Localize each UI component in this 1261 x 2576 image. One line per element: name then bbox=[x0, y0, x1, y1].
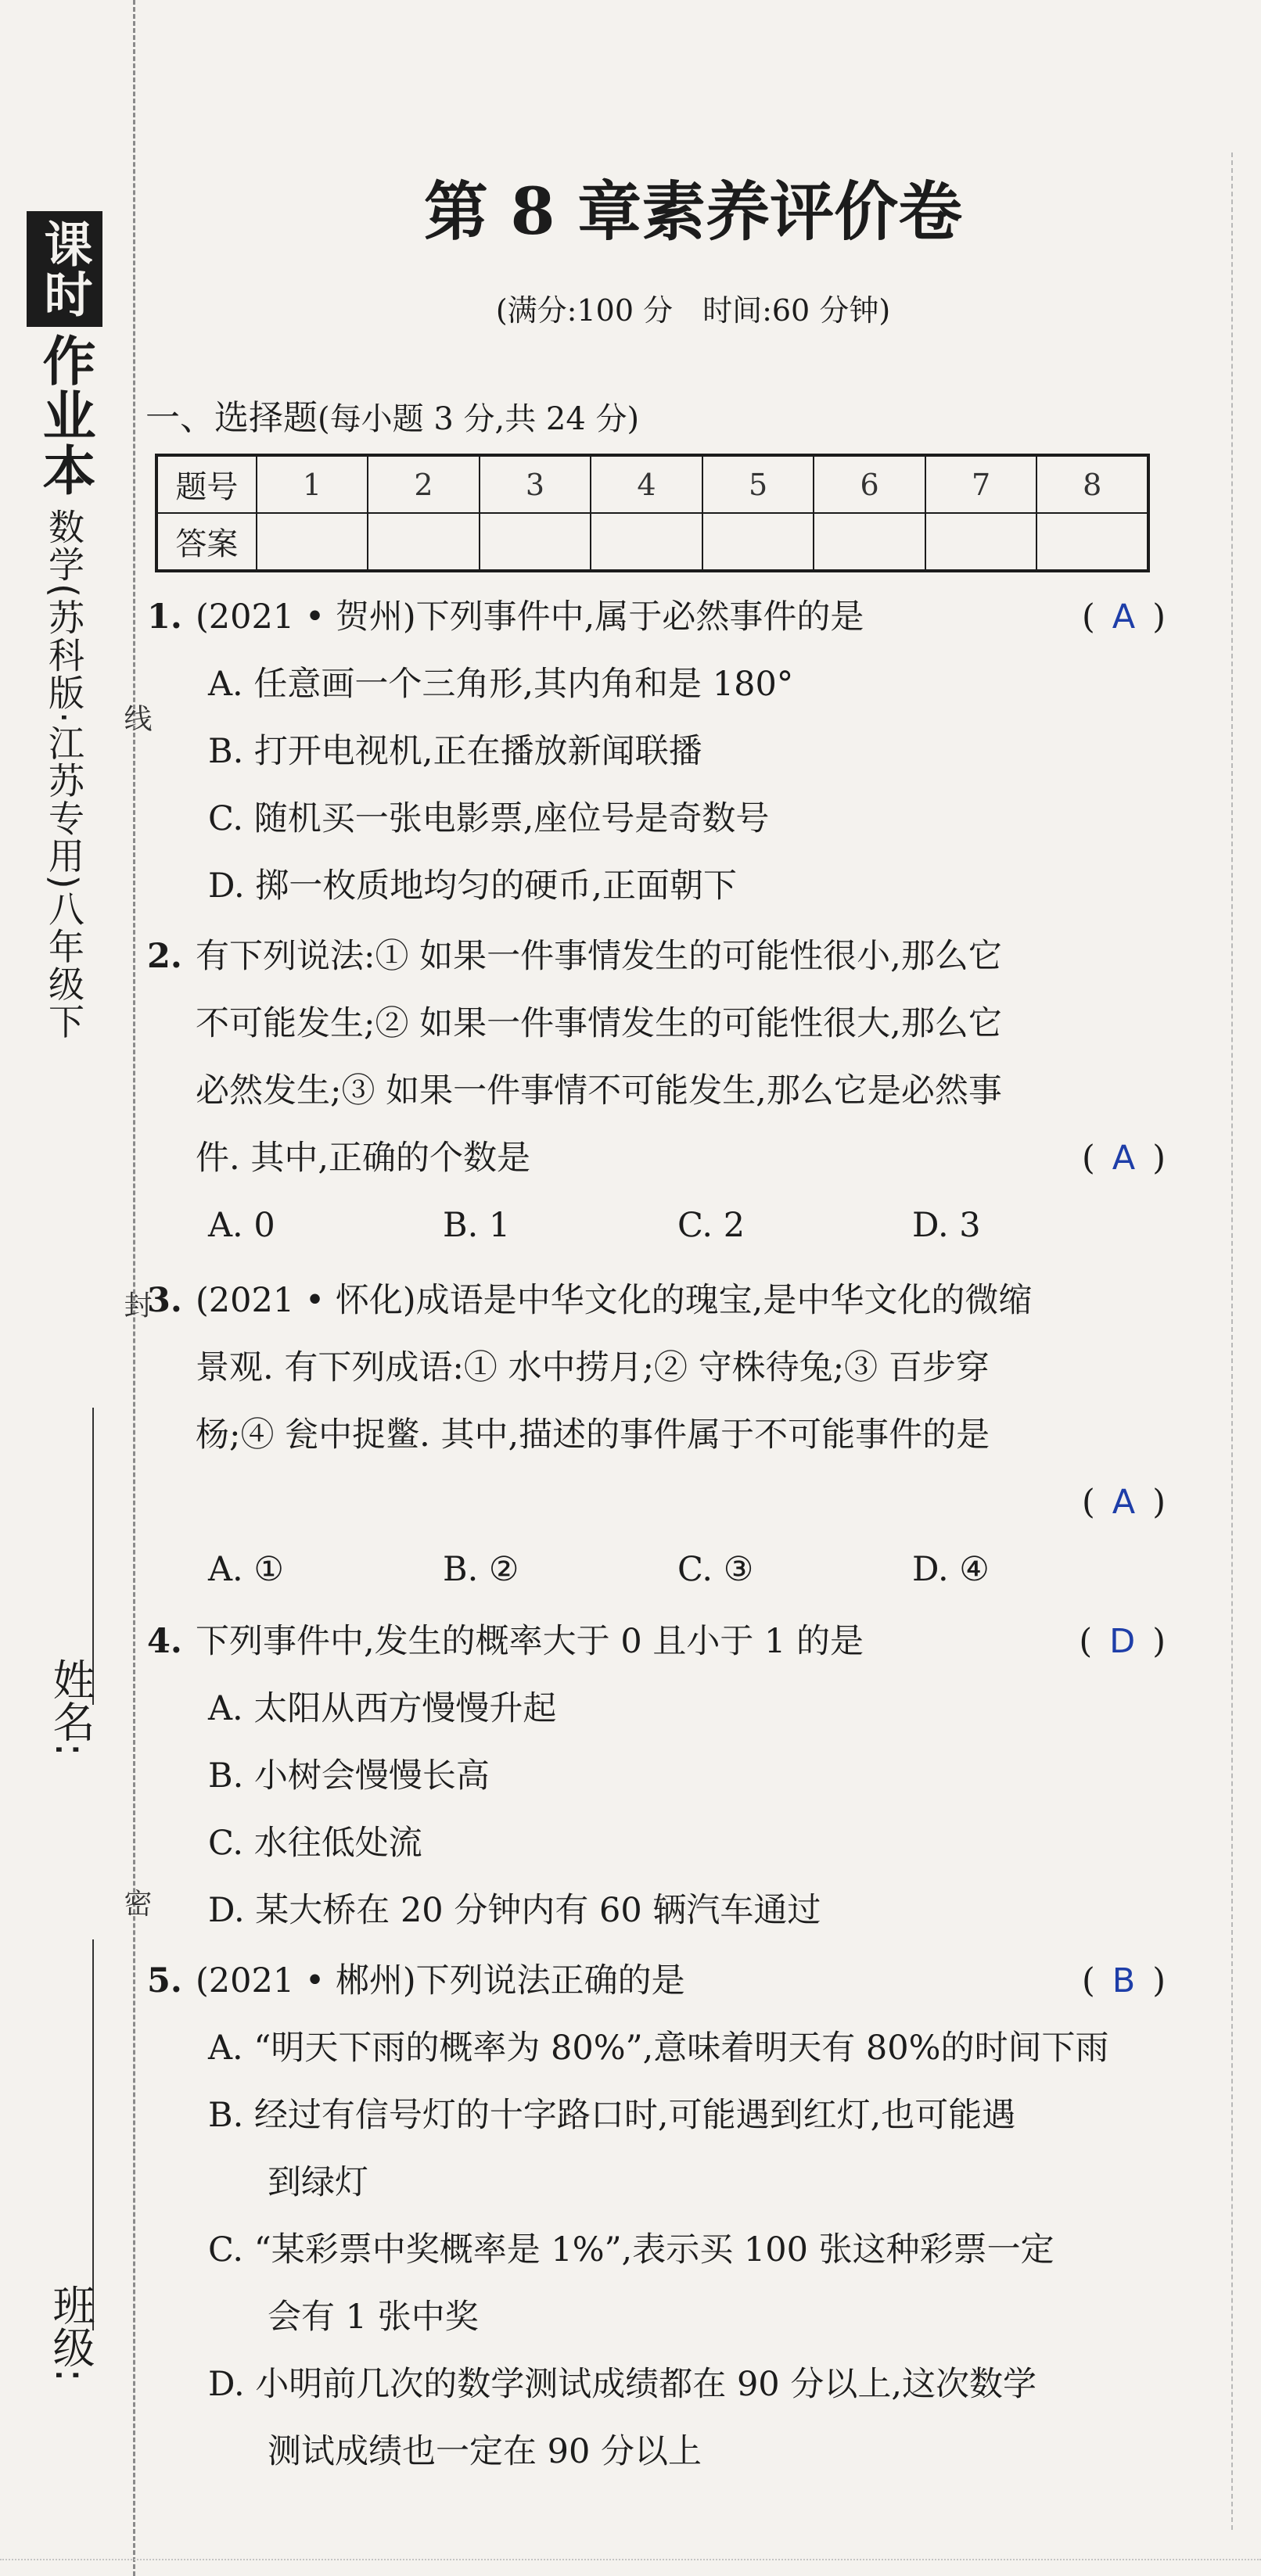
question-number: 2. bbox=[147, 937, 182, 976]
option: A. 太阳从西方慢慢升起 bbox=[208, 1689, 557, 1728]
class-underline[interactable] bbox=[92, 1939, 94, 2330]
question-3 bbox=[147, 1267, 1166, 1603]
table-answer-cell[interactable] bbox=[1036, 513, 1148, 571]
name-label: 姓名: bbox=[46, 1658, 95, 1757]
question-number: 1. bbox=[147, 597, 182, 637]
question-stem-line bbox=[147, 923, 1166, 990]
page-edge-line bbox=[1231, 152, 1233, 2530]
table-header-question: 题号 bbox=[156, 455, 257, 513]
question-2 bbox=[147, 923, 1166, 1259]
table-answer-cell[interactable] bbox=[925, 513, 1037, 571]
table-number-cell: 4 bbox=[591, 455, 702, 513]
question-4 bbox=[147, 1608, 1166, 1944]
option-row bbox=[196, 1192, 1166, 1259]
answer-letter: A bbox=[1112, 1139, 1136, 1178]
question-stem-line: 景观. 有下列成语:① 水中捞月;② 守株待兔;③ 百步穿 bbox=[196, 1348, 990, 1387]
option-row bbox=[196, 1536, 1166, 1603]
question-number: 5. bbox=[147, 1961, 182, 2000]
answer-letter: A bbox=[1112, 1483, 1136, 1522]
section-heading bbox=[146, 389, 639, 439]
option-continuation: 测试成绩也一定在 90 分以上 bbox=[268, 2432, 702, 2471]
question-stem-line: 不可能发生;② 如果一件事情发生的可能性很大,那么它 bbox=[196, 1004, 1002, 1043]
option: A. ① bbox=[208, 1550, 284, 1589]
answer-bracket: ( A ) bbox=[1082, 1483, 1166, 1522]
option: A. 0 bbox=[208, 1206, 275, 1245]
option: B. 打开电视机,正在播放新闻联播 bbox=[208, 732, 702, 771]
option: B. 经过有信号灯的十字路口时,可能遇到红灯,也可能遇 bbox=[208, 2096, 1016, 2135]
answer-line bbox=[196, 1469, 1166, 1536]
option: C. ③ bbox=[677, 1550, 754, 1589]
option: A. “明天下雨的概率为 80%”,意味着明天有 80%的时间下雨 bbox=[208, 2029, 1109, 2068]
option: D. 某大桥在 20 分钟内有 60 辆汽车通过 bbox=[208, 1891, 821, 1930]
table-number-cell: 1 bbox=[257, 455, 368, 513]
question-stem: 件. 其中,正确的个数是 bbox=[196, 1139, 531, 1178]
answer-bracket: ( D ) bbox=[1079, 1622, 1166, 1661]
option: A. 任意画一个三角形,其内角和是 180° bbox=[208, 665, 794, 704]
question-stem-line bbox=[147, 1608, 1166, 1675]
option-continuation: 到绿灯 bbox=[268, 2163, 368, 2202]
question-stem: (2021 • 贺州)下列事件中,属于必然事件的是 bbox=[196, 597, 864, 637]
question-stem-line bbox=[147, 1267, 1166, 1334]
section-title: 一、选择题 bbox=[146, 398, 318, 438]
fold-mark-line: 线 bbox=[120, 704, 152, 732]
option: C. 水往低处流 bbox=[208, 1824, 422, 1863]
book-header-vertical bbox=[27, 211, 102, 1041]
question-stem-line: 杨;④ 瓮中捉鳖. 其中,描述的事件属于不可能事件的是 bbox=[196, 1415, 990, 1455]
table-header-answer: 答案 bbox=[156, 513, 257, 571]
answer-letter: B bbox=[1112, 1961, 1136, 2000]
brand-logo: 课时 bbox=[27, 211, 102, 327]
answer-letter: A bbox=[1112, 597, 1136, 637]
table-number-cell: 6 bbox=[814, 455, 925, 513]
answer-table-number-row bbox=[156, 455, 1148, 513]
question-stem-line bbox=[147, 1947, 1166, 2015]
question-stem-line: 必然发生;③ 如果一件事情不可能发生,那么它是必然事 bbox=[196, 1071, 1002, 1110]
section-note: (每小题 3 分,共 24 分) bbox=[318, 401, 640, 437]
answer-bracket: ( A ) bbox=[1082, 597, 1166, 637]
option: C. 随机买一张电影票,座位号是奇数号 bbox=[208, 799, 770, 838]
question-number: 4. bbox=[147, 1622, 182, 1661]
fold-mark-secret: 密 bbox=[120, 1889, 152, 1917]
table-number-cell: 3 bbox=[480, 455, 591, 513]
answer-table-answer-row bbox=[156, 513, 1148, 571]
option: D. 3 bbox=[912, 1206, 981, 1245]
option: D. ④ bbox=[912, 1550, 990, 1589]
option: C. “某彩票中奖概率是 1%”,表示买 100 张这种彩票一定 bbox=[208, 2230, 1054, 2269]
question-stem: 下列事件中,发生的概率大于 0 且小于 1 的是 bbox=[196, 1622, 864, 1661]
question-stem-line bbox=[147, 583, 1166, 651]
fold-mark-seal: 封 bbox=[120, 1290, 152, 1318]
page-subtitle: (满分:100 分 时间:60 分钟) bbox=[495, 293, 891, 328]
class-label: 班级: bbox=[46, 2284, 95, 2383]
question-1 bbox=[147, 583, 1166, 920]
question-stem: (2021 • 怀化)成语是中华文化的瑰宝,是中华文化的微缩 bbox=[196, 1281, 1033, 1320]
binding-dashed-line bbox=[133, 0, 135, 2576]
table-answer-cell[interactable] bbox=[814, 513, 925, 571]
option-continuation: 会有 1 张中奖 bbox=[268, 2298, 479, 2337]
option: C. 2 bbox=[677, 1206, 745, 1245]
table-number-cell: 2 bbox=[368, 455, 480, 513]
table-answer-cell[interactable] bbox=[480, 513, 591, 571]
answer-table bbox=[155, 454, 1150, 572]
question-stem: (2021 • 郴州)下列说法正确的是 bbox=[196, 1961, 685, 2000]
table-number-cell: 7 bbox=[925, 455, 1037, 513]
table-answer-cell[interactable] bbox=[591, 513, 702, 571]
option: B. 小树会慢慢长高 bbox=[208, 1756, 490, 1796]
answer-letter: D bbox=[1109, 1622, 1136, 1661]
option: D. 掷一枚质地均匀的硬币,正面朝下 bbox=[208, 866, 737, 906]
question-5 bbox=[147, 1947, 1166, 2485]
table-number-cell: 8 bbox=[1036, 455, 1148, 513]
book-info: 数学(苏科版·江苏专用)八年级下 bbox=[43, 508, 85, 1041]
table-answer-cell[interactable] bbox=[257, 513, 368, 571]
option: B. ② bbox=[443, 1550, 519, 1589]
answer-bracket: ( A ) bbox=[1082, 1139, 1166, 1178]
page-bottom-edge bbox=[0, 2559, 1261, 2560]
question-number: 3. bbox=[147, 1281, 182, 1320]
option: B. 1 bbox=[443, 1206, 511, 1245]
page-title: 第 8 章素养评价卷 bbox=[423, 174, 963, 249]
table-answer-cell[interactable] bbox=[368, 513, 480, 571]
table-number-cell: 5 bbox=[702, 455, 814, 513]
table-answer-cell[interactable] bbox=[702, 513, 814, 571]
option: D. 小明前几次的数学测试成绩都在 90 分以上,这次数学 bbox=[208, 2365, 1037, 2404]
question-stem-line bbox=[196, 1125, 1166, 1192]
brand-name: 作业本 bbox=[34, 333, 95, 497]
answer-bracket: ( B ) bbox=[1081, 1961, 1166, 2000]
question-stem: 有下列说法:① 如果一件事情发生的可能性很小,那么它 bbox=[196, 937, 1002, 976]
